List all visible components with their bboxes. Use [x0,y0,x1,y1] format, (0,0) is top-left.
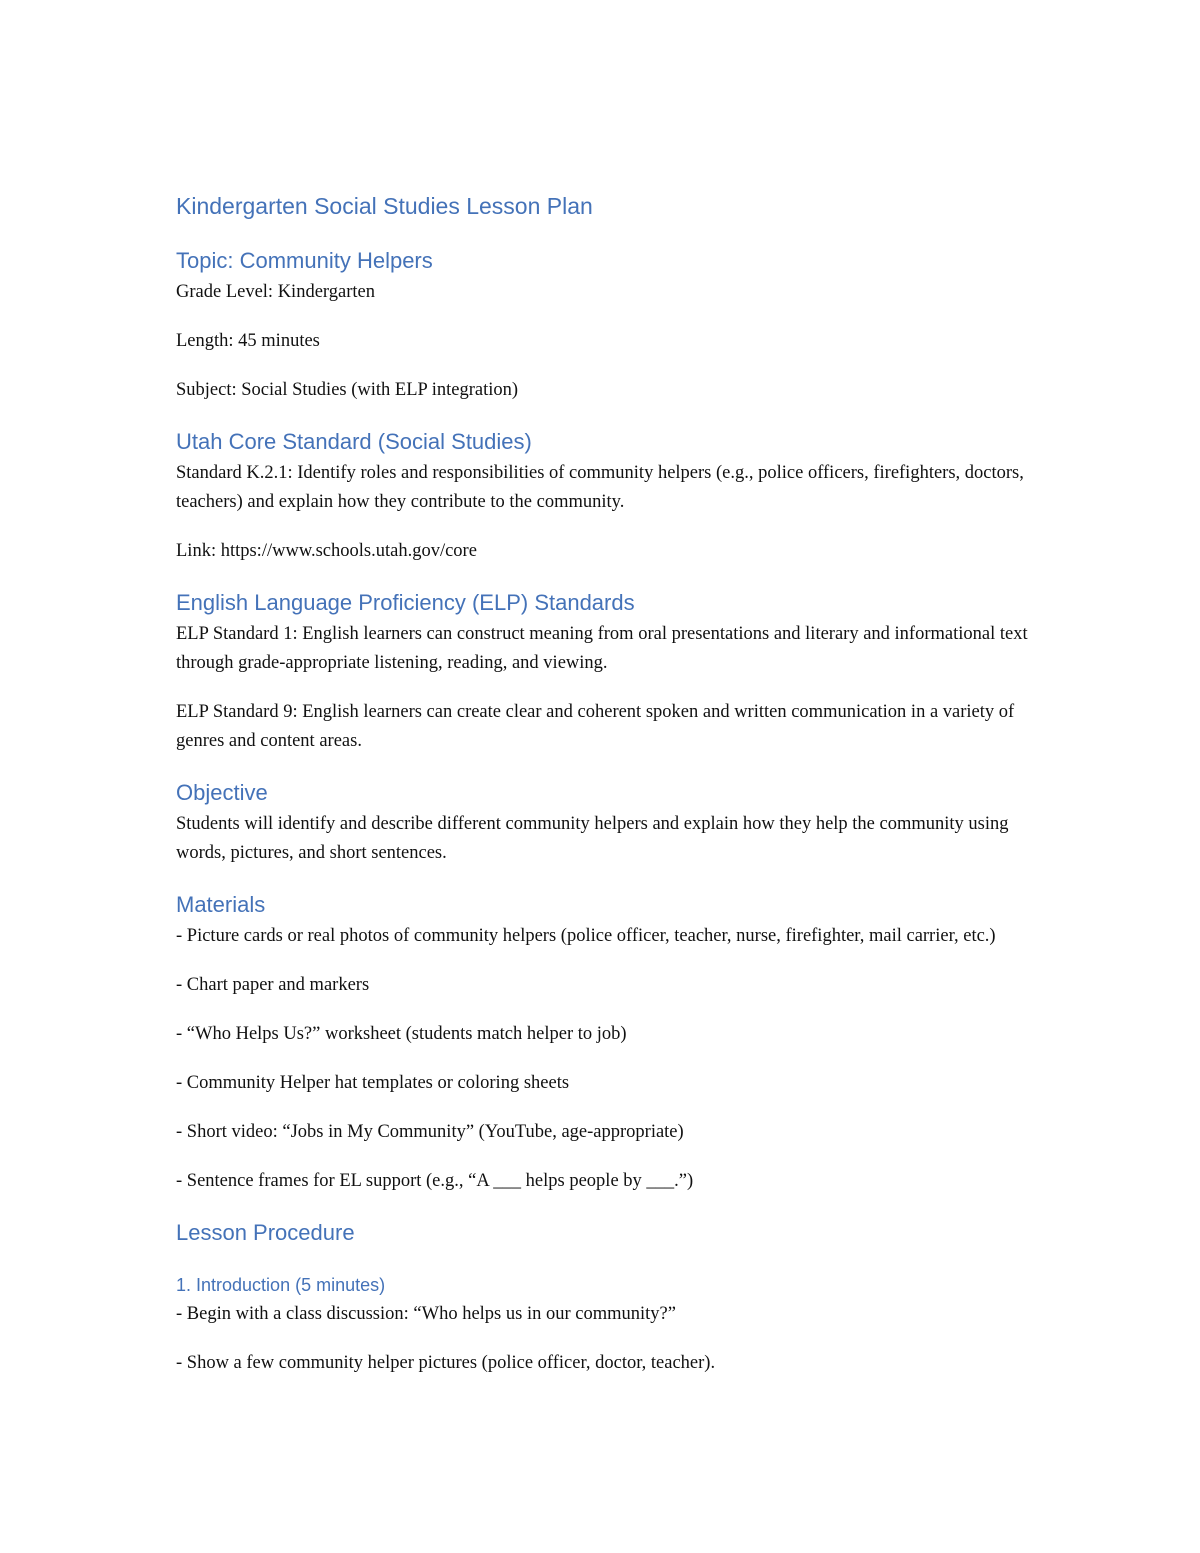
grade-level-text: Grade Level: Kindergarten [176,282,375,302]
document-content [176,188,1036,1398]
materials-item: - Community Helper hat templates or coloring sheets [176,1073,570,1093]
materials-item: - Chart paper and markers [176,975,370,995]
intro-item: - Show a few community helper pictures (police officer, doctor, teacher). [176,1353,716,1373]
standard-heading: Utah Core Standard (Social Studies) [176,429,532,454]
objective-text: Students will identify and describe different community helpers and explain how they help the community using words, pictures, and short sentences. [176,814,1009,863]
materials-heading: Materials [176,892,266,917]
standard-text: Standard K.2.1: Identify roles and responsibilities of community helpers (e.g., police officers, firefighters, doctors, teachers) and explain how they contribute to the community. [176,463,1024,512]
elp-standard-9: ELP Standard 9: English learners can create clear and coherent spoken and written communication in a variety of genres and content areas. [176,702,1015,751]
materials-item: - “Who Helps Us?” worksheet (students match helper to job) [176,1024,627,1044]
intro-heading: 1. Introduction (5 minutes) [176,1275,386,1295]
subject-text: Subject: Social Studies (with ELP integration) [176,380,519,400]
intro-item: - Begin with a class discussion: “Who helps us in our community?” [176,1304,676,1324]
materials-item: - Sentence frames for EL support (e.g., “A ___ helps people by ___.”) [176,1171,694,1191]
topic-heading: Topic: Community Helpers [176,248,433,273]
objective-heading: Objective [176,780,268,805]
procedure-heading: Lesson Procedure [176,1220,355,1245]
length-text: Length: 45 minutes [176,331,320,351]
materials-item: - Short video: “Jobs in My Community” (YouTube, age-appropriate) [176,1122,684,1142]
document-title: Kindergarten Social Studies Lesson Plan [176,193,593,219]
standard-link: Link: https://www.schools.utah.gov/core [176,541,477,561]
elp-heading: English Language Proficiency (ELP) Standards [176,590,635,615]
elp-standard-1: ELP Standard 1: English learners can construct meaning from oral presentations and literary and informational text through grade-appropriate listening, reading, and viewing. [176,624,1028,673]
materials-item: - Picture cards or real photos of community helpers (police officer, teacher, nurse, firefighter, mail carrier, etc.) [176,926,996,946]
